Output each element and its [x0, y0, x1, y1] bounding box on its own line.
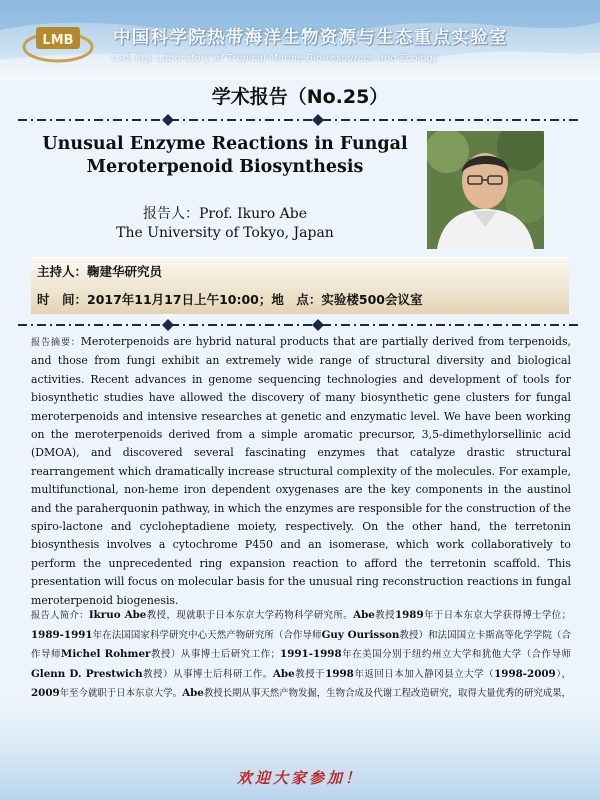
talk-topic-line1: Unusual Enzyme Reactions in Fungal — [42, 134, 408, 154]
bio-text: 教授长期从事天然产物发掘，生物合成及代谢工程改造研究，取得大量优秀的研究成果， — [203, 688, 571, 700]
speaker-affiliation: The University of Tokyo, Japan — [116, 225, 334, 241]
speaker-portrait-image — [427, 131, 544, 249]
bio-text: 1998-2009 — [494, 667, 556, 680]
bio-text: Abe — [353, 609, 375, 621]
abstract-section — [31, 333, 571, 610]
bio-text: 年至今就职于日本东京大学。 — [59, 688, 183, 700]
bio-text: 教授于 — [294, 668, 326, 680]
bio-text: Abe — [182, 687, 204, 700]
speaker-name: 报告人：Prof. Ikuro Abe — [142, 206, 308, 222]
abstract-text: Meroterpenoids are hybrid natural products that are partially derived from terpenoids, and those from fungi exhibit an extremely wide range of structural diversity and biological activities. Recent advances in genome sequencing technologies and development of tools for biosynthetic studies have allowed the discovery of many biosynthetic gene clusters for fungal meroterpenoids and intensive researches at genetic and enzymatic level. We have been working on the meroterpenoids derived from a simple aromatic precursor, 3,5-dimethylorsellinic acid (DMOA), and discovered several fascinating enzymes that catalyze drastic structural rearrangement which dramatically increase structural complexity of the molecules. For example, multifunctional, non-heme iron dependent oxygenases are the key components in the austinol and the paraherquonin pathway, in which the enzymes are responsible for the construction of the spiro-lactone and cycloheptadiene moiety, respectively. On the other hand, the terretonin biosynthesis involves a cytochrome P450 and an isomerase, which work collaboratively to perform the unprecedented ring expansion reaction to afford the terretonin scaffold. This presentation will focus on molecular basis for the unusual ring reconstruction reactions in fungal meroterpenoid biogenesis. — [31, 335, 572, 607]
bio-text: Abe — [272, 667, 295, 680]
bio-text: 年在法国国家科学研究中心天然产物研究所（合作导师 — [92, 629, 322, 641]
bio-text: 年在美国分别于纽约州立大学和犹他大学（合作导师 — [341, 649, 571, 661]
bio-text: ）， — [555, 668, 571, 680]
bio-text: 教授，现就职于日本东京大学药物科学研究所。 — [146, 610, 354, 621]
host-info-bar — [31, 257, 569, 314]
lab-name-cn: 中国科学院热带海洋生物资源与生态重点实验室 — [113, 28, 508, 48]
speaker-info — [60, 205, 390, 243]
bio-text: 1989-1991 — [31, 628, 93, 641]
bio-text: 1998 — [325, 667, 354, 680]
bio-text: Guy Ourisson — [321, 628, 400, 641]
lab-name-en: CAS Key Laboratory of Tropical Marine Bio-resources and Ecology — [112, 53, 439, 64]
logo-text: LMB — [42, 33, 74, 48]
abstract-label: 报告摘要： — [31, 337, 81, 348]
talk-topic — [36, 133, 414, 179]
host-line: 主持人：鞠建华研究员 — [37, 264, 163, 279]
bio-text: 教授）从事博士后研究工作； — [150, 649, 281, 661]
talk-number-title: 学术报告（No.25） — [211, 86, 389, 108]
bio-text: 年于日本东京大学获得博士学位； — [423, 610, 571, 621]
bio-label: 报告人简介： — [31, 610, 89, 621]
bio-text: 1991-1998 — [280, 648, 342, 661]
bio-text: 教授）从事博士后科研工作。 — [142, 668, 273, 680]
bio-text: 年返回日本加入静冈县立大学（ — [353, 668, 495, 680]
talk-topic-line2: Meroterpenoid Biosynthesis — [86, 157, 364, 177]
bio-speaker-name: Ikruo Abe — [88, 609, 147, 621]
bio-text: 教授）和法国国立卡斯高等化学学院（合作导师 — [31, 629, 571, 661]
bio-text: 1989 — [394, 609, 424, 621]
bio-text: Glenn D. Prestwich — [31, 667, 143, 680]
bio-text: Michel Rohmer — [60, 648, 151, 661]
divider-top — [18, 113, 582, 127]
welcome-message: 欢迎大家参加！ — [236, 769, 363, 787]
time-location-line: 时 间：2017年11月17日上午10:00；地 点：实验楼500会议室 — [37, 292, 423, 307]
bio-text: 教授 — [374, 610, 395, 621]
divider-middle — [18, 318, 582, 332]
bio-text: 2009 — [31, 687, 60, 700]
lab-logo — [22, 23, 94, 67]
speaker-photo — [427, 131, 544, 249]
